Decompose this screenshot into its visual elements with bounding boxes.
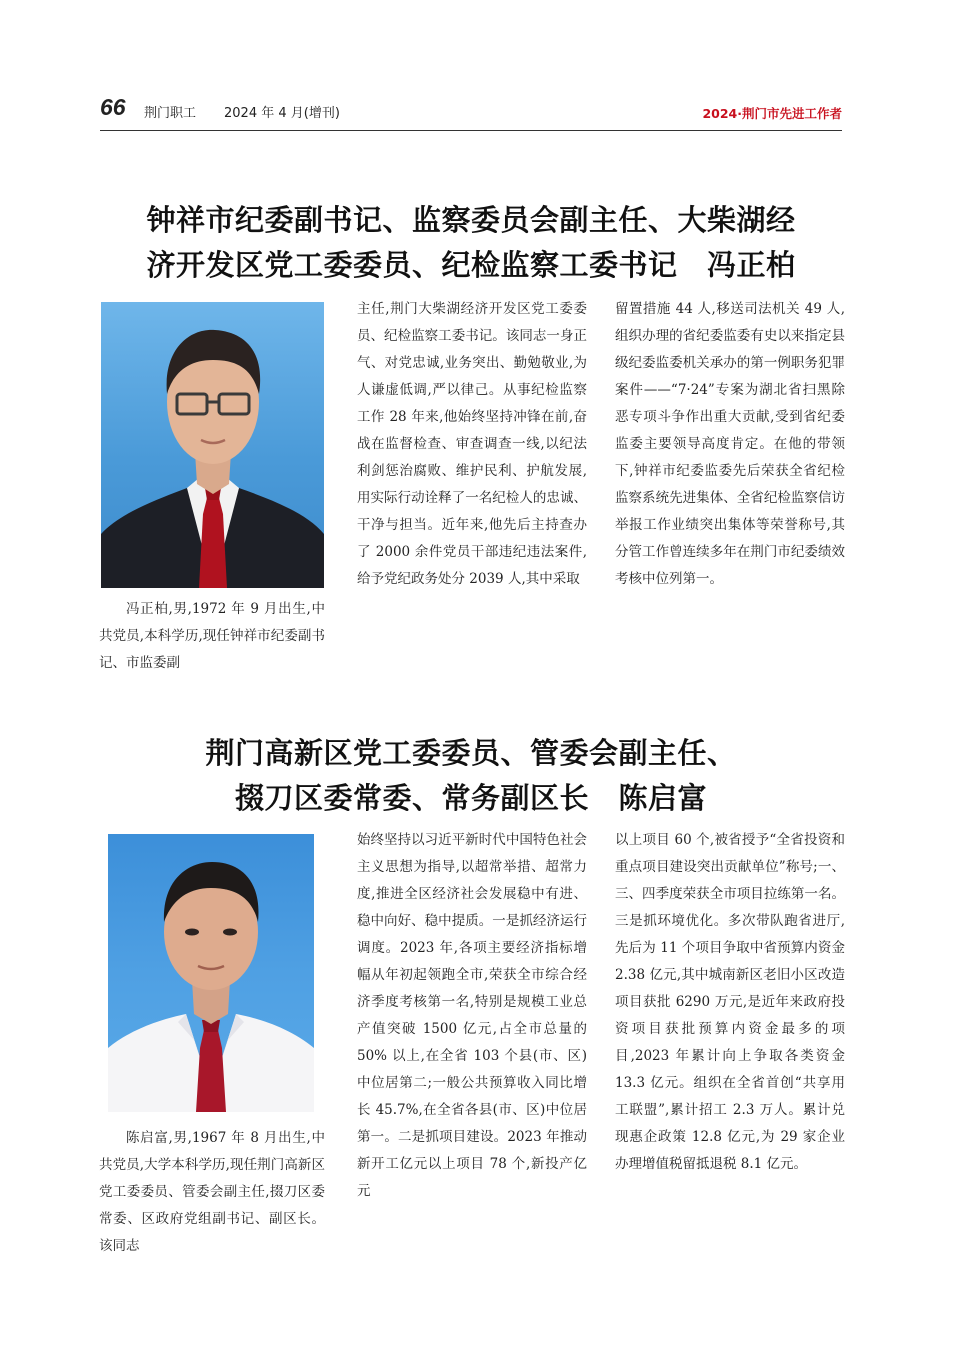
profile2-caption: 陈启富,男,1967 年 8 月出生,中共党员,大学本科学历,现任荆门高新区党工委委员、管委会副主任,掇刀区委常委、区政府党组副书记、副区长。该同志 bbox=[99, 1130, 325, 1254]
profile1-column3: 留置措施 44 人,移送司法机关 49 人,组织办理的省纪委监委有史以来指定县级纪委监委机关承办的第一例职务犯罪案件——“7·24”专案为湖北省扫黑除恶专项斗争作出重大贡献,受到省纪委监委主要领导高度肯定。在他的带领下,钟祥市纪委监委先后荣获全省纪检监察系统先进集体、全省纪检监察信访举报工作业绩突出集体等荣誉称号,其分管工作曾连续多年在荆门市纪委绩效考核中位列第一。 bbox=[615, 301, 845, 587]
profile1-portrait bbox=[101, 302, 324, 588]
issue-label: 2024 年 4 月(增刊) bbox=[224, 106, 340, 121]
profile2-portrait bbox=[108, 834, 314, 1112]
profile1-portrait-figure bbox=[101, 302, 324, 588]
profile2-column3: 以上项目 60 个,被省授予“全省投资和重点项目建设突出贡献单位”称号;一、三、四季度荣获全市项目拉练第一名。三是抓环境优化。多次带队跑省进厅,先后为 11 个项目争取中省预算内资金 2.38 亿元,其中城南新区老旧小区改造项目获批 6290 万元,是近年来政府投资项目获批预算内资金最多的项目,2023 年累计向上争取各类资金 13.3 亿元。组织在全省首创“共享用工联盟”,累计招工 2.3 万人。累计兑现惠企政策 12.8 亿元,为 29 家企业办理增值税留抵退税 8.1 亿元。 bbox=[615, 832, 845, 1172]
page-number: 66 bbox=[100, 94, 126, 120]
profile1-title-line1: 钟祥市纪委副书记、监察委员会副主任、大柴湖经 bbox=[146, 203, 796, 237]
page-header bbox=[100, 92, 842, 132]
profile2-portrait-figure bbox=[108, 834, 314, 1112]
profile2-title-line1: 荆门高新区党工委委员、管委会副主任、 bbox=[205, 736, 737, 770]
profile2-title bbox=[100, 731, 842, 821]
profile1-column2: 主任,荆门大柴湖经济开发区党工委委员、纪检监察工委书记。该同志一身正气、对党忠诚,业务突出、勤勉敬业,为人谦虚低调,严以律己。从事纪检监察工作 28 年来,他始终坚持冲锋在前,奋战在监督检查、审查调查一线,以纪法利剑惩治腐败、维护民利、护航发展,用实际行动诠释了一名纪检人的忠诚、干净与担当。近年来,他先后主持查办了 2000 余件党员干部违纪违法案件,给予党纪政务处分 2039 人,其中采取 bbox=[357, 301, 587, 587]
magazine-name: 荆门职工 bbox=[144, 106, 197, 121]
profile1-title bbox=[100, 198, 842, 288]
header-rule bbox=[100, 130, 842, 131]
profile2-title-line2: 掇刀区委常委、常务副区长 陈启富 bbox=[234, 781, 707, 815]
profile1-caption: 冯正柏,男,1972 年 9 月出生,中共党员,本科学历,现任钟祥市纪委副书记、市监委副 bbox=[99, 601, 325, 671]
profile2-column2: 始终坚持以习近平新时代中国特色社会主义思想为指导,以超常举措、超常力度,推进全区经济社会发展稳中有进、稳中向好、稳中提质。一是抓经济运行调度。2023 年,各项主要经济指标增幅从年初起领跑全市,荣获全市综合经济季度考核第一名,特别是规模工业总产值突破 1500 亿元,占全市总量的 50% 以上,在全省 103 个县(市、区)中位居第二;一般公共预算收入同比增长 45.7%,在全省各县(市、区)中位居第一。二是抓项目建设。2023 年推动新开工亿元以上项目 78 个,新投产亿元 bbox=[357, 832, 587, 1199]
profile1-title-line2: 济开发区党工委委员、纪检监察工委书记 冯正柏 bbox=[146, 248, 796, 282]
section-label: 2024·荆门市先进工作者 bbox=[702, 106, 842, 121]
